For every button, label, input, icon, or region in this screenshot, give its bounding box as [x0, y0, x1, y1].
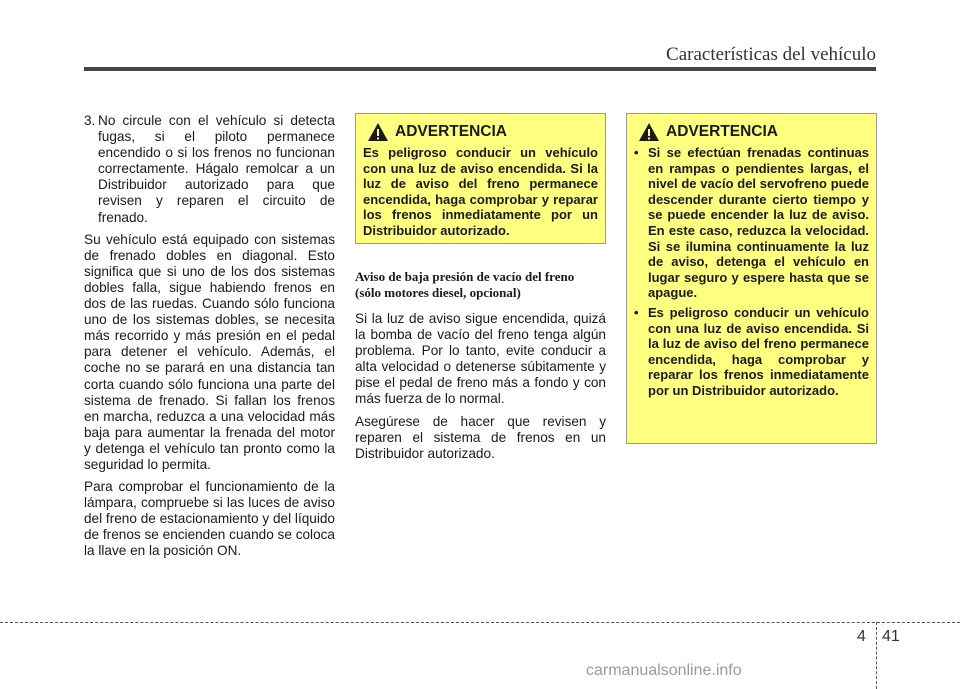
column-left	[84, 113, 335, 566]
column-middle	[355, 113, 606, 468]
header-rule	[84, 67, 876, 71]
paragraph-service: Asegúrese de hacer que revisen y reparen el sistema de frenos en un Distribuidor autorizado.	[355, 413, 606, 461]
list-text: No circule con el vehículo si detecta fugas, si el piloto permanece encendido o si los frenos no funcionan correctamente. Hágalo remolcar a un Distribuidor autorizado para que revisen y reparen el circuito de frenado.	[98, 113, 335, 225]
list-item-3	[84, 113, 335, 226]
subheading-line-1: Aviso de baja presión de vacío del freno	[355, 269, 575, 284]
warning-bullet-1	[634, 145, 869, 301]
warning-box-2	[626, 113, 877, 444]
watermark: carmanualsonline.info	[586, 662, 742, 679]
footer-rule	[0, 622, 960, 623]
warning-triangle-icon	[367, 122, 389, 142]
list-number: 3.	[84, 113, 96, 128]
page-header-title: Características del vehículo	[666, 44, 876, 65]
bullet-text: Es peligroso conducir un vehículo con una luz de aviso encendida. Si la luz de aviso del freno permanece encendida, haga comprobar y reparar los frenos inmediatamente por un Distribuidor autorizado.	[648, 304, 869, 398]
warning-header	[363, 122, 598, 142]
page-number: 41	[882, 628, 900, 645]
warning-header	[634, 122, 869, 142]
paragraph-vacuum-pump: Si la luz de aviso sigue encendida, quizá la bomba de vacío del freno tenga algún problema. Por lo tanto, evite conducir a alta velocidad o detenerse súbitamente y pise el pedal de freno más a fondo y con más fuerza de lo normal.	[355, 311, 606, 407]
warning-body: Es peligroso conducir un vehículo con una luz de aviso encendida. Si la luz de aviso del freno permanece encendida, haga comprobar y reparar los frenos inmediatamente por un Distribuidor autorizado.	[363, 145, 598, 238]
column-right	[626, 113, 877, 444]
warning-title: ADVERTENCIA	[666, 122, 778, 140]
warning-bullet-2	[634, 305, 869, 399]
warning-triangle-icon	[638, 122, 660, 142]
paragraph-dual-brake: Su vehículo está equipado con sistemas de frenado dobles en diagonal. Esto significa que si uno de los dos sistemas dobles falla, sigue habiendo frenos en dos de las ruedas. Cuando sólo funciona uno de los sistemas dobles, se necesita más recorrido y más presión en el pedal para detener el vehículo. Además, el coche no se parará en una distancia tan corta cuando sólo funciona una parte del sistema de frenado. Si fallan los frenos en marcha, reduzca a una velocidad más baja para aumentar la frenada del motor y detenga el vehículo tan pronto como la seguridad lo permita.	[84, 231, 335, 472]
subheading-line-2: (sólo motores diesel, opcional)	[355, 285, 521, 300]
bullet-mark: •	[634, 304, 639, 320]
warning-box-1	[355, 113, 606, 244]
chapter-number: 4	[857, 628, 866, 645]
paragraph-lamp-check: Para comprobar el funcionamiento de la lámpara, compruebe si las luces de aviso del freno de estacionamiento y del líquido de frenos se encienden cuando se coloca la llave en la posición ON.	[84, 479, 335, 559]
section-subheading	[355, 269, 606, 301]
bullet-mark: •	[634, 145, 639, 160]
footer-divider	[876, 622, 877, 689]
bullet-text: Si se efectúan frenadas continuas en rampas o pendientes largas, el nivel de vacío del servofreno puede descender durante cierto tiempo y se puede encender la luz de aviso. En este caso, reduzca la velocidad. Si se ilumina continuamente la luz de aviso, detenga el vehículo en lugar seguro y espere hasta que se apague.	[648, 145, 869, 301]
warning-title: ADVERTENCIA	[395, 122, 507, 140]
